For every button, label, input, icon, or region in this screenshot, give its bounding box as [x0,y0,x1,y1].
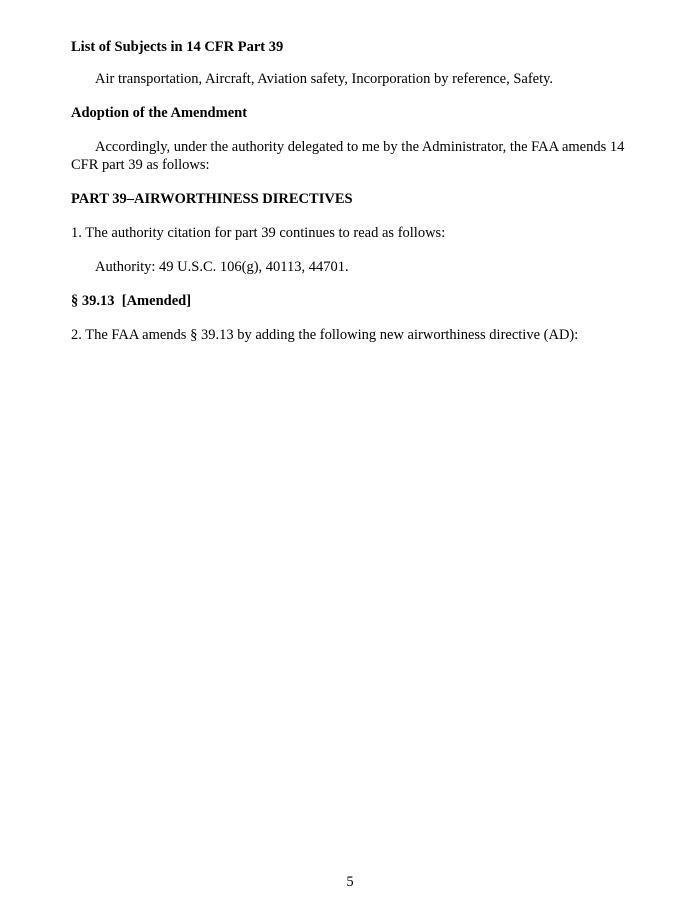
authority-text: Authority: 49 U.S.C. 106(g), 40113, 44701. [95,259,349,275]
part-heading: PART 39–AIRWORTHINESS DIRECTIVES [71,191,353,207]
section-heading: § 39.13 [Amended] [71,293,192,309]
item-2-text: 2. The FAA amends § 39.13 by adding the following new airworthiness directive (AD): [71,327,579,343]
item-1-text: 1. The authority citation for part 39 continues to read as follows: [71,225,446,241]
page-number: 5 [346,874,354,890]
subjects-heading: List of Subjects in 14 CFR Part 39 [71,39,284,55]
subjects-text: Air transportation, Aircraft, Aviation safety, Incorporation by reference, Safety. [95,71,554,87]
adoption-heading: Adoption of the Amendment [71,105,248,121]
adoption-text: Accordingly, under the authority delegated to me by the Administrator, the FAA amends 14 CFR part 39 as follows: [71,139,625,173]
document-body [71,38,639,344]
